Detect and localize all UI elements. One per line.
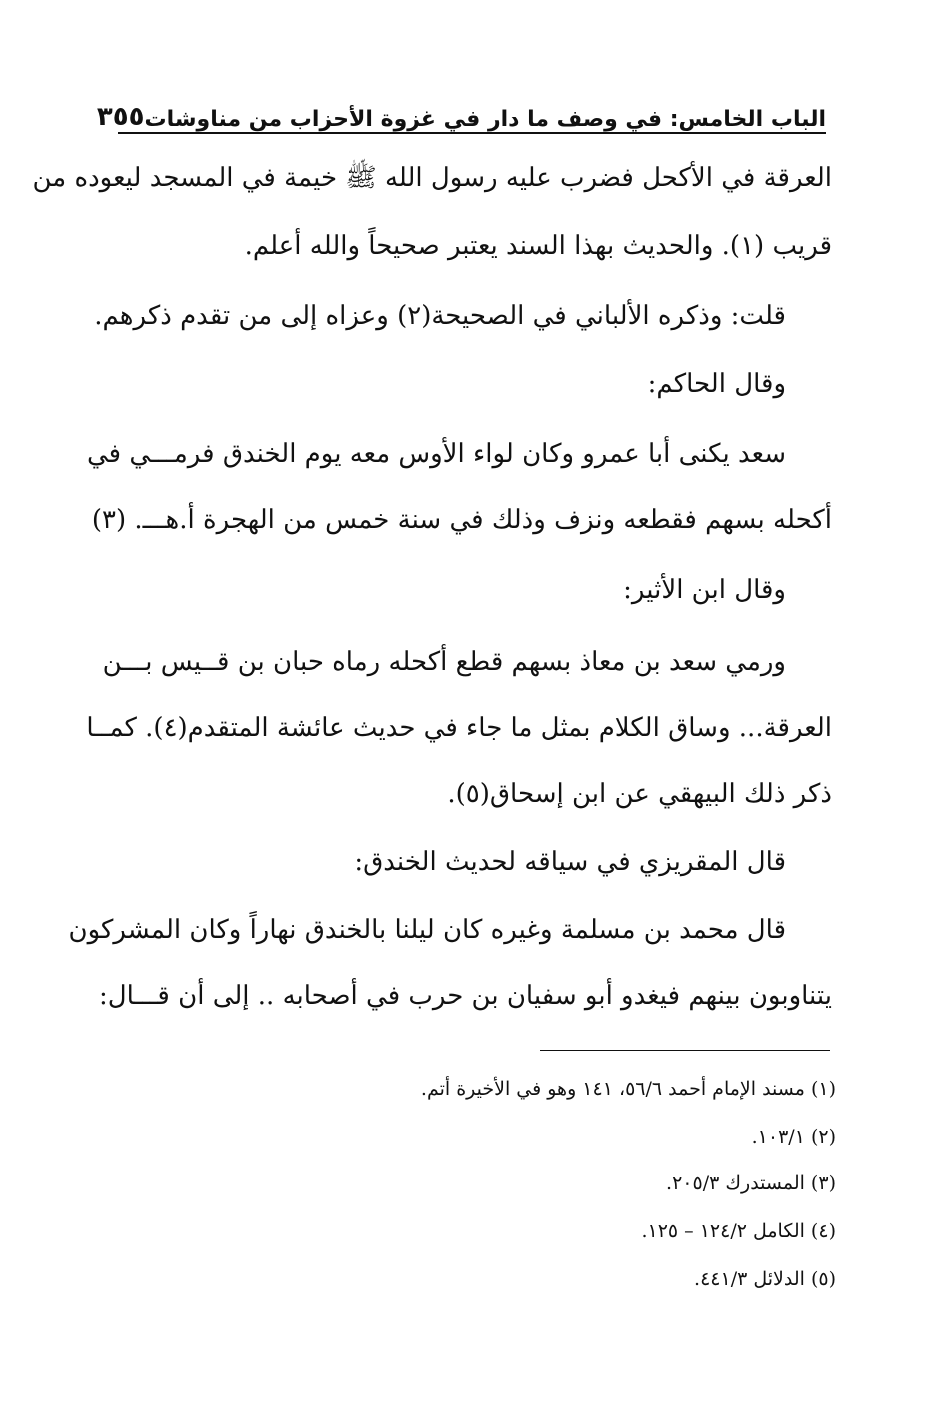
body-line: العرقة في الأكحل فضرب عليه رسول الله ﷺ خيمة في المسجد ليعوده من <box>32 163 832 193</box>
footnote: (٢) ١٠٣/١. <box>751 1126 836 1148</box>
footnote-rule <box>540 1050 830 1051</box>
footnote: (٥) الدلائل ٤٤١/٣. <box>694 1268 836 1290</box>
header-rule <box>118 132 826 134</box>
body-line: يتناوبون بينهم فيغدو أبو سفيان بن حرب في أصحابه .. إلى أن قـــال: <box>99 981 832 1011</box>
body-line: ذكر ذلك البيهقي عن ابن إسحاق(٥). <box>447 779 832 809</box>
body-line: قال محمد بن مسلمة وغيره كان ليلنا بالخندق نهاراً وكان المشركون <box>68 915 786 945</box>
footnote: (٤) الكامل ١٢٤/٢ – ١٢٥. <box>641 1220 836 1242</box>
body-line: أكحله بسهم فقطعه ونزف وذلك في سنة خمس من الهجرة أ.هـــ. (٣) <box>91 505 832 535</box>
body-line: وقال ابن الأثير: <box>623 575 786 605</box>
body-line: وقال الحاكم: <box>647 369 786 399</box>
body-line: قلت: وذكره الألباني في الصحيحة(٢) وعزاه إلى من تقدم ذكرهم. <box>94 301 786 331</box>
body-line: ورمي سعد بن معاذ بسهم قطع أكحله رماه حبان بن قــيس بـــن <box>102 647 786 677</box>
body-line: قريب (١). والحديث بهذا السند يعتبر صحيحاً والله أعلم. <box>244 231 832 261</box>
chapter-title: الباب الخامس: في وصف ما دار في غزوة الأحزاب من مناوشات <box>144 107 826 132</box>
footnote: (٣) المستدرك ٢٠٥/٣. <box>666 1172 836 1194</box>
running-header <box>96 96 826 132</box>
page-number: ٣٥٥ <box>96 102 145 132</box>
body-line: العرقة... وساق الكلام بمثل ما جاء في حديث عائشة المتقدم(٤). كمــا <box>86 713 832 743</box>
body-line: سعد يكنى أبا عمرو وكان لواء الأوس معه يوم الخندق فرمـــي في <box>86 439 786 469</box>
footnote: (١) مسند الإمام أحمد ٥٦/٦، ١٤١ وهو في الأخيرة أتم. <box>420 1078 836 1100</box>
body-line: قال المقريزي في سياقه لحديث الخندق: <box>354 847 786 877</box>
